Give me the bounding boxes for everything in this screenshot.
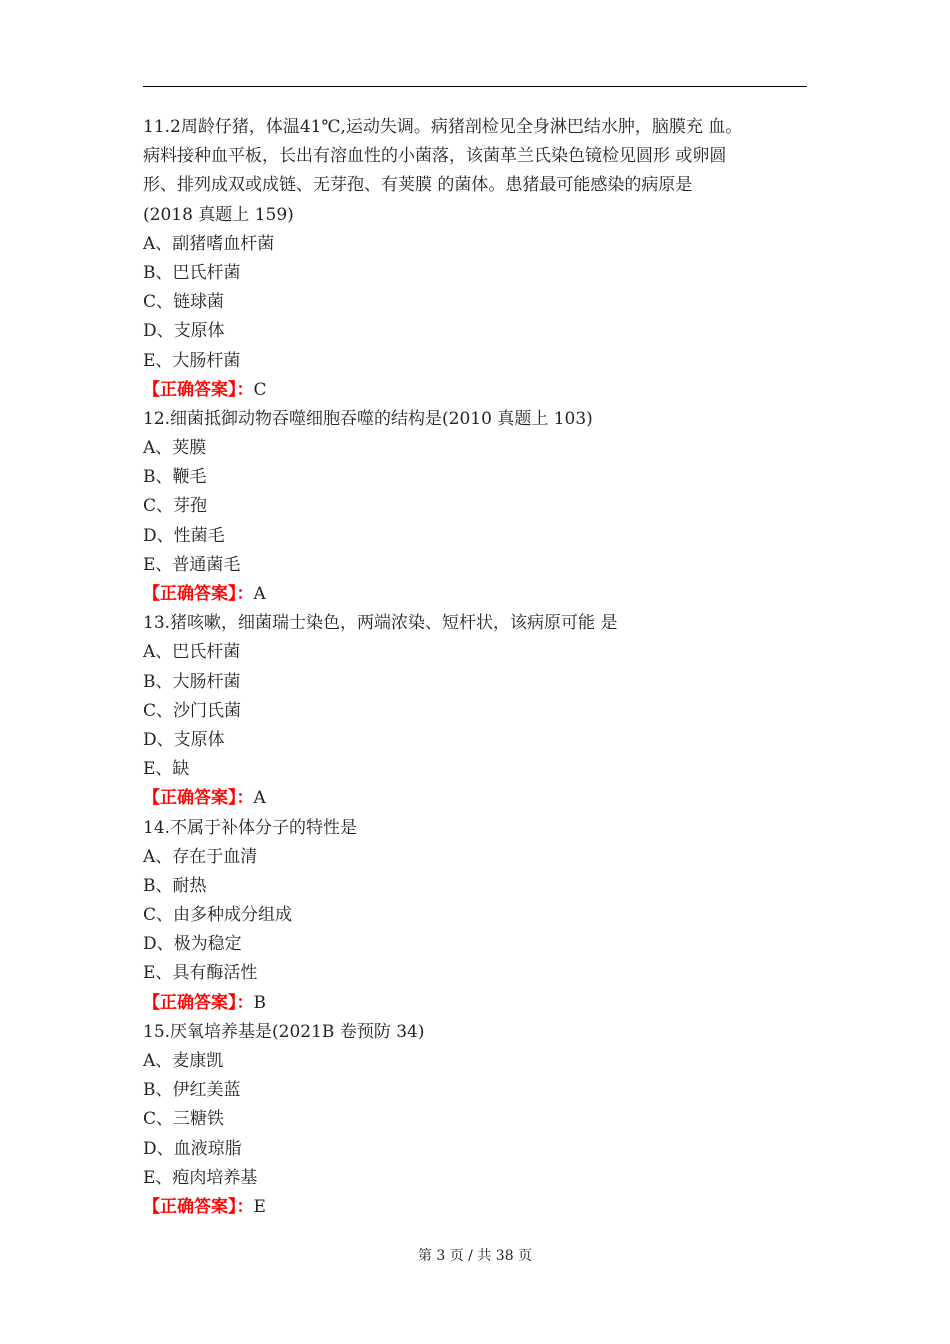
question-stem-line: 13.猪咳嗽，细菌瑞士染色，两端浓染、短杆状，该病原可能 是: [143, 613, 618, 634]
question-11: [143, 113, 807, 405]
header-rule: [143, 86, 807, 87]
answer-value: B: [253, 992, 266, 1013]
option-e: E、普通菌毛: [143, 554, 241, 575]
option-a: A、荚膜: [143, 438, 207, 459]
question-14: [143, 814, 807, 1018]
question-stem-line: 15.厌氧培养基是(2021B 卷预防 34): [143, 1021, 425, 1042]
answer-line: [143, 376, 807, 405]
question-stem-line: 12.细菌抵御动物吞噬细胞吞噬的结构是(2010 真题上 103): [143, 408, 593, 429]
option-b: B、耐热: [143, 875, 207, 896]
option-b: B、鞭毛: [143, 467, 207, 488]
page-footer: 第 3 页 / 共 38 页: [417, 1248, 533, 1264]
option-b: B、伊红美蓝: [143, 1080, 241, 1101]
option-c: C、链球菌: [143, 292, 225, 313]
option-d: D、血液琼脂: [143, 1138, 242, 1159]
option-a: A、麦康凯: [143, 1051, 224, 1071]
question-stem-line: 11.2周龄仔猪，体温41℃,运动失调。病猪剖检见全身淋巴结水肿，脑膜充 血。: [143, 117, 743, 137]
option-d: D、极为稳定: [143, 934, 242, 955]
question-15: [143, 1018, 807, 1222]
answer-value: A: [253, 788, 266, 809]
answer-line: [143, 989, 807, 1018]
option-c: C、由多种成分组成: [143, 905, 293, 926]
option-d: D、性菌毛: [143, 525, 225, 546]
option-d: D、支原体: [143, 729, 225, 750]
option-a: A、巴氏杆菌: [143, 642, 241, 663]
question-stem-line: 病料接种血平板，长出有溶血性的小菌落，该菌革兰氏染色镜检见圆形 或卵圆: [143, 146, 727, 167]
option-b: B、大肠杆菌: [143, 671, 241, 692]
answer-label: 【正确答案】：: [143, 379, 254, 400]
answer-line: [143, 1193, 807, 1222]
option-e: E、缺: [143, 759, 190, 780]
question-list: [143, 113, 807, 1222]
option-e: E、具有酶活性: [143, 963, 258, 984]
option-a: A、存在于血清: [143, 846, 258, 867]
option-c: C、芽孢: [143, 496, 208, 517]
answer-label: 【正确答案】：: [143, 992, 254, 1013]
question-stem-line: 14.不属于补体分子的特性是: [143, 817, 358, 838]
option-c: C、沙门氏菌: [143, 700, 242, 721]
option-c: C、三糖铁: [143, 1109, 225, 1130]
answer-label: 【正确答案】：: [143, 584, 254, 604]
question-13: [143, 609, 807, 813]
option-e: E、大肠杆菌: [143, 350, 241, 371]
answer-line: [143, 784, 807, 813]
question-stem-line: 形、排列成双或成链、无芽孢、有荚膜 的菌体。患猪最可能感染的病原是: [143, 175, 693, 196]
option-d: D、支原体: [143, 321, 225, 342]
answer-line: [143, 580, 807, 609]
question-stem-line: (2018 真题上 159): [143, 204, 294, 225]
option-a: A、副猪嗜血杆菌: [143, 233, 275, 254]
answer-value: E: [253, 1196, 266, 1217]
answer-label: 【正确答案】：: [143, 788, 254, 809]
option-b: B、巴氏杆菌: [143, 262, 241, 283]
question-12: [143, 405, 807, 609]
answer-value: A: [253, 584, 266, 604]
option-e: E、疱肉培养基: [143, 1167, 258, 1188]
answer-label: 【正确答案】：: [143, 1196, 254, 1217]
answer-value: C: [253, 379, 267, 400]
